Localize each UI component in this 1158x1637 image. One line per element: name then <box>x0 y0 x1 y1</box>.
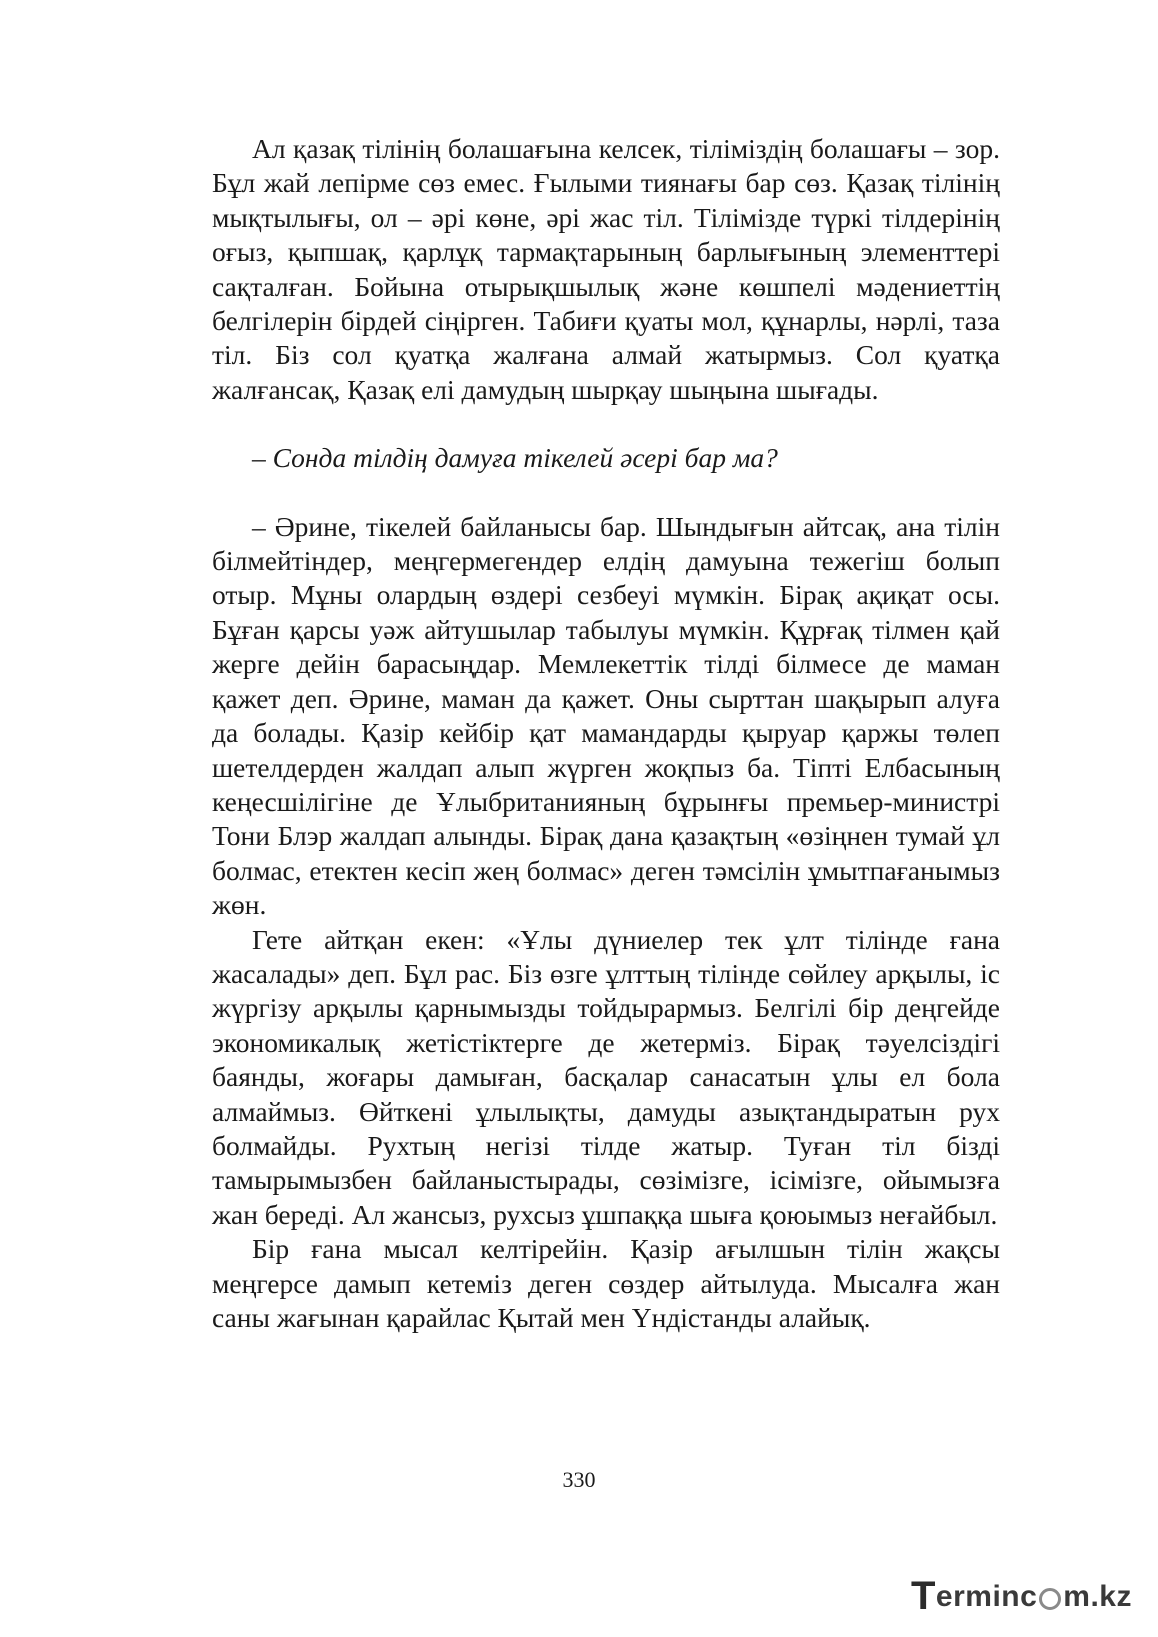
paragraph-answer: – Әрине, тікелей байланысы бар. Шындығын айтсақ, ана тілін білмейтіндер, меңгермегендер елдің дамуына тежегіш болып отыр. Мұны олардың өздері сезбеуі мүмкін. Бірақ ақиқат осы. Бұған қарсы уәж айтушылар табылуы мүмкін. Құрғақ тілмен қай жерге дейін барасыңдар. Мемлекеттік тілді білмесе де маман қажет деп. Әрине, маман да қажет. Оны сырттан шақырып алуға да болады. Қазір кейбір қат мамандарды қыруар қаржы төлеп шетелдерден жалдап алып жүрген жоқпыз ба. Тіпті Елбасының кеңесшілігіне де Ұлыбританияның бұрынғы премьер-министрі Тони Блэр жалдап алынды. Бірақ дана қазақтың «өзіңнен тумай ұл болмас, етектен кесіп жең болмас» деген тәмсілін ұмытпағанымыз жөн. <box>212 510 1000 921</box>
paragraph-future-of-language: Ал қазақ тілінің болашағына келсек, тіліміздің болашағы – зор. Бұл жай лепірме сөз емес. Ғылыми тиянағы бар сөз. Қазақ тілінің мықтылығы, ол – әрі көне, әрі жас тіл. Тілімізде түркі тілдерінің оғыз, қыпшақ, қарлұқ тармақтарының барлығының элементтері сақталған. Бойына отырықшылық және көшпелі мәдениеттің белгілерін бірдей сіңірген. Табиғи қуаты мол, құнарлы, нәрлі, таза тіл. Біз сол қуатқа жалғана алмай жатырмыз. Сол қуатқа жалғансақ, Қазақ елі дамудың шырқау шыңына шығады. <box>212 133 1000 405</box>
circle-o-icon <box>1039 1588 1061 1610</box>
paragraph-example: Бір ғана мысал келтірейін. Қазір ағылшын тілін жақсы меңгерсе дамып кетеміз деген сөздер айтылуда. Мысалға жан саны жағынан қарайлас Қытай мен Үндістанды алайық. <box>212 1233 1000 1333</box>
page-number: 330 <box>562 1467 596 1492</box>
termincom-watermark-logo <box>911 1574 1132 1619</box>
watermark-text-part1: erminc <box>935 1579 1038 1613</box>
paragraph-goethe-quote: Гете айтқан екен: «Ұлы дүниелер тек ұлт тілінде ғана жасалады» деп. Бұл рас. Біз өзге ұлттың тілінде сөйлеу арқылы, іс жүргізу арқылы қарнымызды тойдырармыз. Белгілі бір деңгейде экономикалық жетістіктерге де жетерміз. Бірақ тәуелсіздігі баянды, жоғары дамыған, басқалар санасатын ұлы ел бола алмаймыз. Өйткені ұлылықты, дамуды азықтандыратын рух болмайды. Рухтың негізі тілде жатыр. Туған тіл бізді тамырымызбен байланыстырады, сөзімізге, ісімізге, ойымызға жан береді. Ал жансыз, рухсыз ұшпаққа шыға қоюымыз неғайбыл. <box>212 923 1000 1230</box>
watermark-letter-t: T <box>910 1574 936 1618</box>
watermark-text-part2: m.kz <box>1063 1579 1132 1613</box>
page-text-column <box>212 132 1000 1335</box>
paragraph-interview-question: – Сонда тілдің дамуға тікелей әсері бар ма? <box>252 442 778 474</box>
